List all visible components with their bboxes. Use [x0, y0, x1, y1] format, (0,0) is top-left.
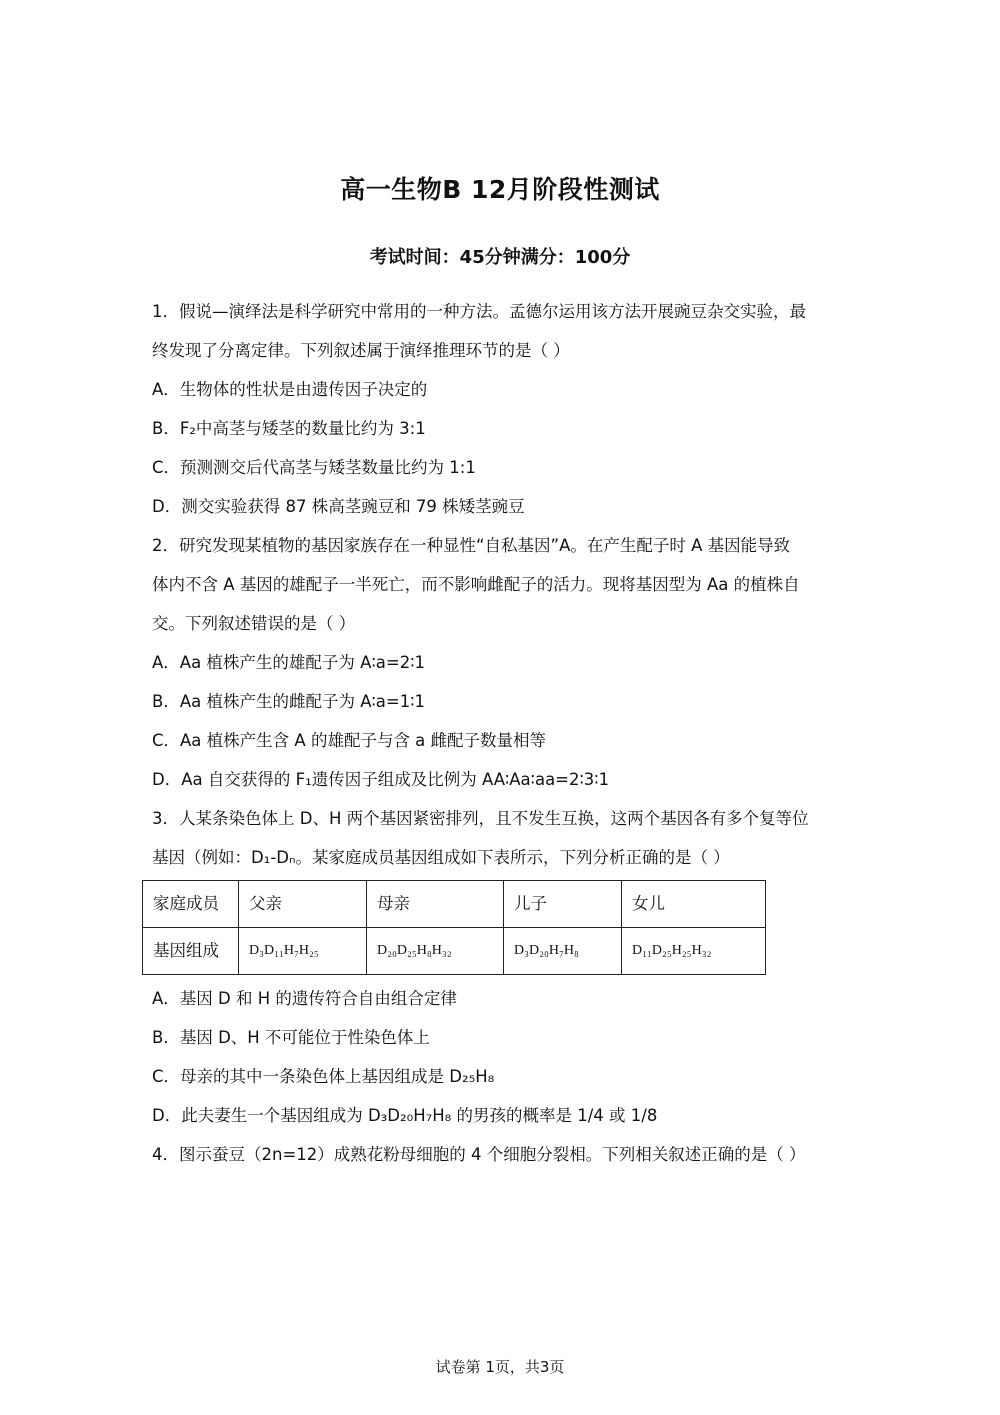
question-stem: 4．图示蚕豆（2n=12）成熟花粉母细胞的 4 个细胞分裂相。下列相关叙述正确的是（ ） — [152, 1145, 806, 1164]
table-header-cell: 家庭成员 — [143, 881, 239, 928]
table-header-cell: 女儿 — [622, 881, 766, 928]
question-stem: 3．人某条染色体上 D、H 两个基因紧密排列，且不发生互换，这两个基因各有多个复等位 — [152, 809, 809, 828]
table-header-cell: 儿子 — [504, 881, 622, 928]
table-cell: D₃D₂₀H₇H₈ — [504, 928, 622, 975]
option: A．基因 D 和 H 的遗传符合自由组合定律 — [152, 989, 457, 1008]
option: B．Aa 植株产生的雌配子为 A∶a=1∶1 — [152, 692, 426, 711]
table-cell: D₁₁D₂₅H₂₅H₃₂ — [622, 928, 766, 975]
question-stem: 基因（例如：D₁-Dₙ。某家庭成员基因组成如下表所示，下列分析正确的是（ ） — [152, 848, 730, 867]
table-header-row — [143, 881, 766, 928]
option: D．此夫妻生一个基因组成为 D₃D₂₀H₇H₈ 的男孩的概率是 1/4 或 1/8 — [152, 1106, 658, 1125]
exam-title: 高一生物B 12月阶段性测试 — [340, 175, 660, 204]
page-footer: 试卷第 1页，共3页 — [435, 1358, 565, 1376]
option: C．预测测交后代高茎与矮茎数量比约为 1:1 — [152, 458, 476, 477]
table-cell: D₃D₁₁H₇H₂₅ — [239, 928, 367, 975]
table-header-cell: 父亲 — [239, 881, 367, 928]
question-stem: 体内不含 A 基因的雄配子一半死亡，而不影响雌配子的活力。现将基因型为 Aa 的植株自 — [152, 575, 800, 594]
question-stem: 2．研究发现某植物的基因家族存在一种显性“自私基因”A。在产生配子时 A 基因能导致 — [152, 536, 791, 555]
question-stem: 终发现了分离定律。下列叙述属于演绎推理环节的是（ ） — [152, 341, 570, 360]
question-stem: 交。下列叙述错误的是（ ） — [152, 614, 356, 633]
option: A．生物体的性状是由遗传因子决定的 — [152, 380, 428, 399]
gene-table — [142, 880, 766, 975]
table-row — [143, 928, 766, 975]
table-header-cell: 母亲 — [367, 881, 504, 928]
option: D．测交实验获得 87 株高茎豌豆和 79 株矮茎豌豆 — [152, 497, 525, 516]
option: A．Aa 植株产生的雄配子为 A∶a=2∶1 — [152, 653, 425, 672]
option: B．基因 D、H 不可能位于性染色体上 — [152, 1028, 430, 1047]
exam-subtitle: 考试时间：45分钟满分：100分 — [369, 247, 631, 268]
option: B．F₂中高茎与矮茎的数量比约为 3:1 — [152, 419, 426, 438]
table-cell: 基因组成 — [143, 928, 239, 975]
question-stem: 1．假说—演绎法是科学研究中常用的一种方法。孟德尔运用该方法开展豌豆杂交实验，最 — [152, 302, 806, 321]
table-cell: D₂₀D₂₅H₈H₃₂ — [367, 928, 504, 975]
option: C．母亲的其中一条染色体上基因组成是 D₂₅H₈ — [152, 1067, 495, 1086]
option: D．Aa 自交获得的 F₁遗传因子组成及比例为 AA∶Aa∶aa=2∶3∶1 — [152, 770, 610, 789]
question-list — [152, 292, 852, 1174]
option: C．Aa 植株产生含 A 的雄配子与含 a 雌配子数量相等 — [152, 731, 547, 750]
